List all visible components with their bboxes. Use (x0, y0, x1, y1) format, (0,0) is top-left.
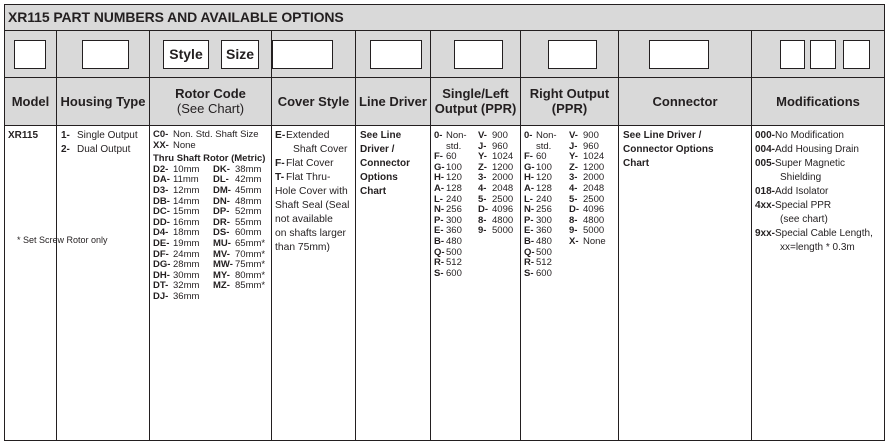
linedriver-text-line: Connector (360, 158, 410, 169)
ppr-option-code: E- (524, 225, 534, 237)
rotor-size-option-code: MY- (213, 269, 230, 281)
rotor-size-option-label: 48mm (235, 195, 262, 207)
housing-code-box[interactable] (82, 40, 129, 69)
rotor-size-option (213, 281, 265, 292)
code-box-row (5, 31, 884, 77)
ppr-option-label: Non- (536, 130, 557, 141)
ppr-option (478, 226, 513, 237)
ppr-option-code: A- (434, 182, 445, 194)
ppr-option-label: 256 (536, 204, 552, 216)
modification-text: Add Isolator (775, 186, 829, 197)
connector-cell (623, 129, 751, 171)
ppr-option-code: V- (478, 130, 487, 141)
ppr-option-label: 120 (536, 172, 552, 184)
rotor-size-option-label: 70mm* (235, 248, 266, 260)
rotor-size-option-label: 30mm (173, 269, 200, 281)
rotor-size-option-label: 10mm (173, 163, 200, 175)
ppr-option-code: H- (434, 172, 445, 184)
ppr-option-code: D- (569, 204, 580, 216)
ppr-option-code: 3- (478, 172, 487, 184)
set-screw-footnote: * Set Screw Rotor only (17, 235, 108, 245)
ppr-option-code: 9- (478, 225, 487, 237)
housing-option (61, 143, 149, 157)
connector-text-line: Connector Options (623, 144, 714, 155)
linedriver-text-line: See Line (360, 130, 402, 141)
ppr-option-code: Q- (524, 246, 535, 258)
rotor-size-option-label: 14mm (173, 195, 200, 207)
ppr-option-code: B- (524, 235, 535, 247)
modification-line (755, 213, 884, 227)
header-rotor-subtitle: (See Chart) (176, 101, 245, 116)
right-output-code-box[interactable] (548, 40, 597, 69)
ppr-option-code: R- (524, 257, 535, 269)
cover-option-line (275, 213, 355, 227)
ppr-option-label: 5000 (583, 225, 605, 237)
rotor-size-option-label: 11mm (173, 174, 199, 186)
ppr-option-label: 2048 (492, 182, 514, 194)
ppr-option-code: 0- (434, 130, 443, 141)
ppr-option-code: B- (434, 235, 445, 247)
connector-text-line: See Line Driver / (623, 130, 702, 141)
ppr-option-label: 960 (583, 140, 599, 152)
modification-text: Shielding (780, 172, 822, 183)
rotor-size-option-code: DR- (213, 216, 230, 228)
cover-option-text: than 75mm) (275, 242, 330, 253)
ppr-option-label: 2500 (583, 193, 605, 205)
ppr-option-code: P- (524, 214, 534, 226)
linedriver-text-line: Options (360, 172, 398, 183)
modification-code: 4xx- (755, 200, 776, 211)
cover-option-line (275, 227, 355, 241)
ppr-option-code: P- (434, 214, 444, 226)
cover-option-code: E- (275, 130, 286, 141)
cover-option-text: Shaft Cover (293, 144, 348, 155)
cover-option-text: on shafts larger (275, 228, 346, 239)
ppr-option-code: V- (569, 130, 578, 141)
housing-option-code: 2- (61, 144, 70, 155)
ppr-option-label: 120 (446, 172, 462, 184)
ppr-option-code: N- (434, 204, 445, 216)
modification-code: 004- (755, 144, 776, 155)
ppr-option-label: 100 (536, 161, 552, 173)
modification-line (755, 185, 884, 199)
ppr-option-label: 4800 (492, 214, 514, 226)
rotor-size-option-code: DB- (153, 195, 170, 207)
cover-option-text: Hole Cover with (275, 186, 348, 197)
ppr-option-label: std. (536, 140, 552, 152)
model-cell (8, 129, 54, 143)
cover-option-text: Flat Thru- (286, 172, 331, 183)
rotor-size-option-label: 75mm* (235, 259, 266, 271)
rotor-size-option-code: DF- (153, 248, 169, 260)
rotor-size-option-code: DP- (213, 206, 230, 218)
ppr-option-code: Y- (569, 151, 578, 163)
cover-option-code: T- (275, 172, 285, 183)
ppr-option-code: 9- (569, 225, 578, 237)
linedriver-text-line: Chart (360, 186, 387, 197)
ppr-option-label: 360 (446, 225, 462, 237)
cover-option-line (275, 157, 355, 171)
rotor-size-option-code: DA- (153, 174, 170, 186)
ppr-option-label: std. (446, 140, 462, 152)
modification-code-box-3[interactable] (843, 40, 870, 69)
ppr-option-label: 2000 (492, 172, 514, 184)
ppr-option-code: 8- (569, 214, 578, 226)
single-output-cell (434, 131, 520, 279)
ppr-option-label: 900 (583, 130, 599, 141)
ppr-option-code: N- (524, 204, 535, 216)
rotor-size-option-code: D2- (153, 163, 169, 175)
ppr-option-label: 600 (536, 267, 552, 279)
rotor-size-option-label: 32mm (173, 280, 200, 292)
cover-option-text: Shaft Seal (Seal (275, 200, 350, 211)
modification-code: 018- (755, 186, 776, 197)
single-output-code-box[interactable] (454, 40, 503, 69)
ppr-option-code: S- (524, 267, 534, 279)
ppr-option (524, 269, 569, 280)
ppr-option-code: R- (434, 257, 445, 269)
ppr-option-code: J- (478, 140, 487, 152)
modification-line (755, 157, 884, 171)
cover-cell (275, 129, 355, 255)
ppr-option-label: 960 (492, 140, 508, 152)
ppr-option-code: D- (478, 204, 489, 216)
rotor-option-code: XX- (153, 139, 169, 151)
modification-code-box-1[interactable] (780, 40, 805, 69)
rotor-size-option-code: DK- (213, 163, 230, 175)
rotor-size-option-label: 28mm (173, 259, 200, 271)
ppr-option-code: Q- (434, 246, 445, 258)
ppr-option-label: Non- (446, 130, 467, 141)
housing-option (61, 129, 149, 143)
ppr-option-code: L- (434, 193, 443, 205)
ppr-option-label: 2000 (583, 172, 605, 184)
rotor-size-option-label: 60mm (235, 227, 262, 239)
cover-option-text: Flat Cover (286, 158, 334, 169)
rotor-cell (153, 130, 271, 303)
ppr-option-label: 300 (446, 214, 462, 226)
header-connector: Connector (652, 93, 718, 109)
rotor-size-option-code: DM- (213, 184, 231, 196)
modifications-cell (755, 129, 884, 255)
ppr-option-label: 1200 (583, 161, 605, 173)
ppr-option-code: 5- (478, 193, 487, 205)
header-model: Model (11, 93, 50, 109)
rotor-size-option-code: D4- (153, 227, 169, 239)
ppr-option-label: 480 (536, 235, 552, 247)
rotor-style-box[interactable]: Style (163, 40, 209, 69)
ppr-option-code: F- (434, 151, 443, 163)
rotor-size-option-code: DD- (153, 216, 170, 228)
ppr-option-label: 1024 (492, 151, 514, 163)
rotor-size-box[interactable]: Size (221, 40, 259, 69)
modification-text: Special PPR (775, 200, 832, 211)
ppr-option-label: 600 (446, 267, 462, 279)
rotor-size-option-label: 42mm (235, 174, 262, 186)
rotor-option-code: C0- (153, 129, 169, 140)
rotor-size-option-label: 80mm* (235, 269, 266, 281)
ppr-option-label: 2500 (492, 193, 514, 205)
ppr-option-label: 300 (536, 214, 552, 226)
rotor-size-option-code: DG- (153, 259, 171, 271)
modification-text: xx=length * 0.3m (780, 242, 855, 253)
rotor-size-option-label: 19mm (173, 237, 200, 249)
rotor-option-label: Non. Std. Shaft Size (173, 129, 259, 140)
linedriver-text-line: Driver / (360, 144, 395, 155)
modification-line (755, 171, 884, 185)
rotor-size-option-code: MV- (213, 248, 230, 260)
ppr-option-label: 240 (536, 193, 552, 205)
cover-option-code: F- (275, 158, 285, 169)
rotor-size-option-label: 16mm (173, 216, 200, 228)
rotor-size-option-code: DE- (153, 237, 170, 249)
ppr-option-label: 1024 (583, 151, 605, 163)
rotor-option (153, 130, 271, 141)
rotor-option-label: None (173, 139, 196, 151)
ppr-option-label: 512 (446, 257, 462, 269)
ppr-option (434, 269, 478, 280)
ppr-option-label: 128 (536, 182, 552, 194)
modification-code-box-2[interactable] (810, 40, 836, 69)
ppr-option-code: X- (569, 235, 579, 247)
connector-text-line: Chart (623, 158, 650, 169)
header-right-output: Right Output (PPR) (529, 86, 610, 116)
rotor-size-option (153, 292, 213, 303)
ppr-option-label: 128 (446, 182, 462, 194)
modification-line (755, 129, 884, 143)
part-numbers-table (4, 4, 885, 441)
modification-text: No Modification (775, 130, 844, 141)
rotor-size-option-label: 65mm* (235, 237, 266, 249)
ppr-option-code: G- (524, 161, 535, 173)
ppr-option-code: 5- (569, 193, 578, 205)
rotor-size-option-code: DJ- (153, 290, 169, 302)
cover-option-line (275, 241, 355, 255)
ppr-option-label: 5000 (492, 225, 514, 237)
ppr-option-label: 256 (446, 204, 462, 216)
cover-option-line (275, 171, 355, 185)
rotor-size-option-label: 52mm (235, 206, 262, 218)
rotor-size-option-label: 38mm (235, 163, 262, 175)
ppr-option-label: 480 (446, 235, 462, 247)
ppr-option-code: F- (524, 151, 533, 163)
ppr-option-code: Z- (478, 161, 487, 173)
rotor-size-option-label: 24mm (173, 248, 200, 260)
rotor-size-option-code: DS- (213, 227, 230, 239)
ppr-option-label: 4096 (583, 204, 605, 216)
ppr-option-label: 4800 (583, 214, 605, 226)
linedriver-code-box[interactable] (370, 40, 422, 69)
housing-option-label: Single Output (77, 130, 138, 141)
ppr-option-code: L- (524, 193, 533, 205)
cover-option-text: Extended (286, 130, 330, 141)
modification-line (755, 227, 884, 241)
modification-text: Special Cable Length, (775, 228, 873, 239)
ppr-option-code: 8- (478, 214, 487, 226)
rotor-size-option-label: 36mm (173, 290, 200, 302)
rotor-size-option-label: 55mm (235, 216, 262, 228)
ppr-option-label: 1200 (492, 161, 514, 173)
rotor-size-option-label: 85mm* (235, 280, 266, 292)
rotor-size-option-label: 12mm (173, 184, 200, 196)
housing-option-label: Dual Output (77, 144, 131, 155)
housing-option-code: 1- (61, 130, 70, 141)
ppr-option-code: A- (524, 182, 535, 194)
rotor-size-option-code: DH- (153, 269, 170, 281)
modification-code: 9xx- (755, 228, 776, 239)
ppr-option-label: 500 (536, 246, 552, 258)
header-cover-style: Cover Style (277, 93, 350, 109)
ppr-option-label: 2048 (583, 182, 605, 194)
rotor-size-option-code: MW- (213, 259, 233, 271)
ppr-option-label: 100 (446, 161, 462, 173)
rotor-size-option-code: MZ- (213, 280, 230, 292)
ppr-option-code: H- (524, 172, 535, 184)
table-title: XR115 PART NUMBERS AND AVAILABLE OPTIONS (5, 5, 884, 31)
rotor-size-option-code: DC- (153, 206, 170, 218)
rotor-size-option-code: DL- (213, 174, 229, 186)
ppr-option-code: 4- (478, 182, 487, 194)
header-single-left-output: Single/Left Output (PPR) (434, 86, 517, 116)
modification-line (755, 241, 884, 255)
rotor-size-option-code: D3- (153, 184, 169, 196)
cover-option-line (275, 143, 355, 157)
ppr-option-code: J- (569, 140, 578, 152)
ppr-option-label: 60 (446, 151, 457, 163)
cover-code-box[interactable] (272, 40, 333, 69)
rotor-size-option-label: 18mm (173, 227, 200, 239)
ppr-option-label: 4096 (492, 204, 514, 216)
modification-text: Super Magnetic (775, 158, 846, 169)
rotor-size-option-label: 45mm (235, 184, 262, 196)
ppr-option (569, 237, 606, 248)
model-value: XR115 (8, 130, 39, 141)
housing-cell (61, 129, 149, 157)
ppr-option-label: 360 (536, 225, 552, 237)
ppr-option-label: 500 (446, 246, 462, 258)
ppr-option-code: 0- (524, 130, 533, 141)
header-line-driver: Line Driver (359, 93, 427, 109)
rotor-size-option-code: DT- (153, 280, 169, 292)
modification-code: 005- (755, 158, 776, 169)
ppr-option-label: 240 (446, 193, 462, 205)
rotor-size-option-label: 15mm (173, 206, 200, 218)
modification-line (755, 199, 884, 213)
right-output-cell (524, 131, 618, 279)
modification-text: Add Housing Drain (775, 144, 859, 155)
ppr-option-label: None (583, 235, 606, 247)
cover-option-line (275, 185, 355, 199)
rotor-metric-heading: Thru Shaft Rotor (Metric) (153, 153, 266, 165)
ppr-option-label: 900 (492, 130, 508, 141)
connector-code-box[interactable] (649, 40, 709, 69)
modification-code: 000- (755, 130, 776, 141)
ppr-option-code: 3- (569, 172, 578, 184)
rotor-size-option-code: DN- (213, 195, 230, 207)
header-rotor-code: Rotor Code (See Chart) (175, 86, 246, 116)
ppr-option-label: 60 (536, 151, 547, 163)
model-code-box[interactable] (14, 40, 46, 69)
ppr-option-label: 512 (536, 257, 552, 269)
ppr-option-code: 4- (569, 182, 578, 194)
rotor-size-option-code: MU- (213, 237, 231, 249)
header-housing-type: Housing Type (60, 93, 146, 109)
line-driver-cell (360, 129, 430, 199)
modification-text: (see chart) (780, 214, 828, 225)
ppr-option-code: S- (434, 267, 444, 279)
ppr-option-code: E- (434, 225, 444, 237)
cover-option-line (275, 199, 355, 213)
rotor-option (153, 141, 271, 152)
ppr-option-code: Y- (478, 151, 487, 163)
cover-option-text: not available (275, 214, 333, 225)
ppr-option-code: Z- (569, 161, 578, 173)
modification-line (755, 143, 884, 157)
cover-option-line (275, 129, 355, 143)
header-modifications: Modifications (776, 93, 860, 109)
ppr-option-code: G- (434, 161, 445, 173)
